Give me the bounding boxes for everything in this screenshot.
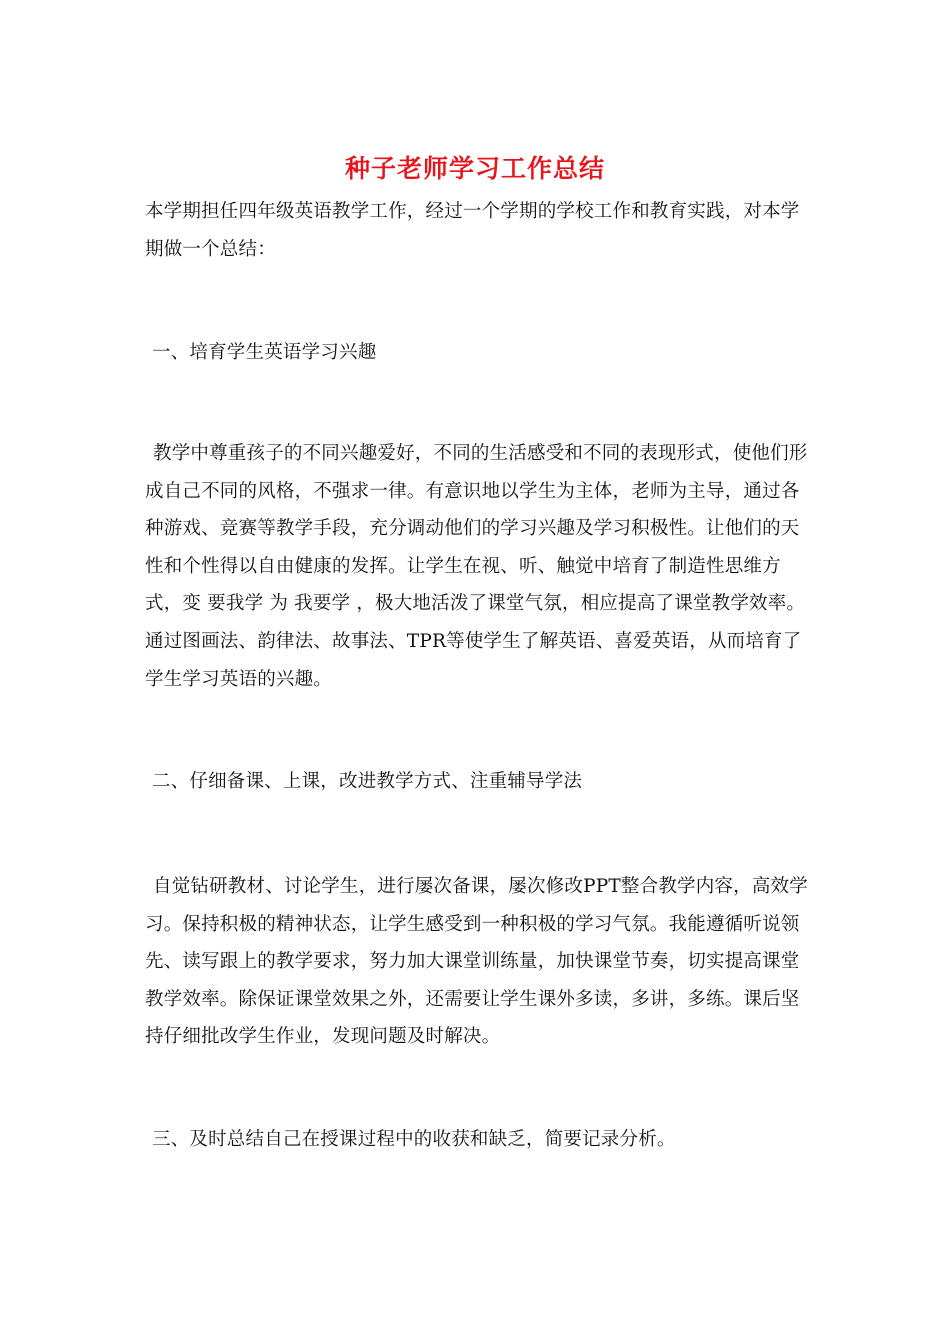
section-1-heading: 一、培育学生英语学习兴趣: [152, 342, 377, 363]
intro-paragraph: 本学期担任四年级英语教学工作，经过一个学期的学校工作和教育实践，对本学期做一个总结：: [145, 201, 800, 260]
section-1-body: 教学中尊重孩子的不同兴趣爱好，不同的生活感受和不同的表现形式，使他们形成自己不同的风格，不强求一律。有意识地以学生为主体，老师为主导，通过各种游戏、竞赛等教学手段，充分调动他们的学习兴趣及学习积极性。让他们的天性和个性得以自由健康的发挥。让学生在视、听、触觉中培育了制造性思维方式，变 要我学 为 我要学 ，极大地活泼了课堂气氛，相应提高了课堂教学效率。通过图画法、韵律法、故事法、TPR等使学生了解英语、喜爱英语，从而培育了学生学习英语的兴趣。: [145, 443, 808, 690]
section-2-heading: 二、仔细备课、上课，改进教学方式、注重辅导学法: [152, 771, 583, 792]
section-2-body: 自觉钻研教材、讨论学生，进行屡次备课，屡次修改PPT整合教学内容，高效学习。保持积极的精神状态，让学生感受到一种积极的学习气氛。我能遵循听说领先、读写跟上的教学要求，努力加大课堂训练量，加快课堂节奏，切实提高课堂教学效率。除保证课堂效果之外，还需要让学生课外多读，多讲，多练。课后坚持仔细批改学生作业，发现问题及时解决。: [145, 876, 808, 1048]
section-3-heading: 三、及时总结自己在授课过程中的收获和缺乏，简要记录分析。: [152, 1129, 676, 1150]
document-title: 种子老师学习工作总结: [344, 154, 605, 183]
